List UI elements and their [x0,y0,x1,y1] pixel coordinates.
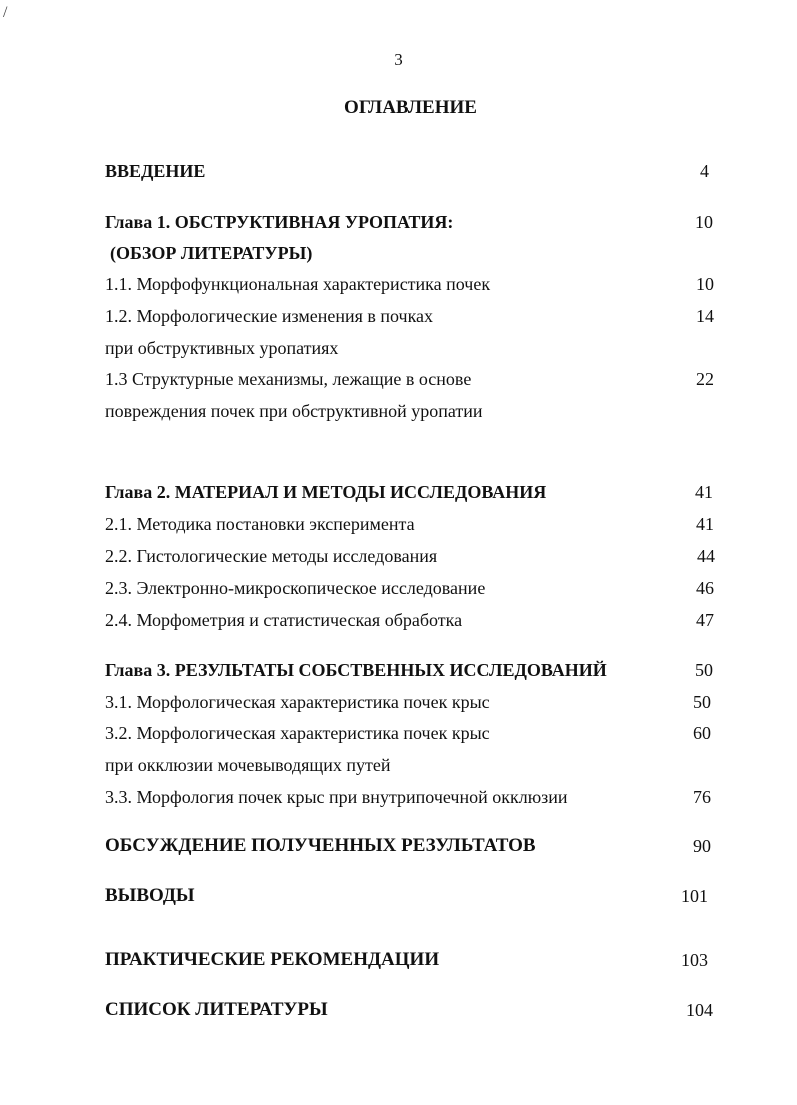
toc-ch3-s3-label: 3.3. Морфология почек крыс при внутрипочечной окклюзии [105,787,568,807]
toc-ch3-s3-page: 76 [693,787,711,807]
toc-discussion-page: 90 [693,836,711,856]
toc-recommendations-label: ПРАКТИЧЕСКИЕ РЕКОМЕНДАЦИИ [105,949,440,970]
toc-conclusions-label: ВЫВОДЫ [105,885,195,906]
page-number: 3 [394,50,403,69]
toc-ch1-s3-label: 1.3 Структурные механизмы, лежащие в основе [105,369,472,389]
toc-ch2-s4-label: 2.4. Морфометрия и статистическая обработка [105,610,463,630]
toc-intro-page: 4 [700,161,709,181]
toc-ch1-s2-label: 1.2. Морфологические изменения в почках [105,306,434,326]
toc-ch3-s2-page: 60 [693,723,711,743]
toc-references-page: 104 [686,1000,713,1020]
toc-ch2-page: 41 [695,482,713,502]
toc-ch1-s2-label-cont: при обструктивных уропатиях [105,338,339,358]
toc-ch2-s2-label: 2.2. Гистологические методы исследования [105,546,438,566]
toc-ch2-s4-page: 47 [696,610,714,630]
toc-references-label: СПИСОК ЛИТЕРАТУРЫ [105,999,328,1020]
toc-ch1-title: Глава 1. ОБСТРУКТИВНАЯ УРОПАТИЯ: [105,212,454,232]
toc-ch3-s2-label: 3.2. Морфологическая характеристика почек крыс [105,723,490,743]
toc-ch1-page: 10 [695,212,713,232]
toc-ch3-s2-label-cont: при окклюзии мочевыводящих путей [105,755,391,775]
toc-ch2-s3-label: 2.3. Электронно-микроскопическое исследование [105,578,486,598]
toc-ch2-s1-label: 2.1. Методика постановки эксперимента [105,514,415,534]
toc-recommendations-page: 103 [681,950,708,970]
toc-discussion-label: ОБСУЖДЕНИЕ ПОЛУЧЕННЫХ РЕЗУЛЬТАТОВ [105,835,536,856]
toc-ch1-subtitle: (ОБЗОР ЛИТЕРАТУРЫ) [110,243,313,263]
toc-title: ОГЛАВЛЕНИЕ [344,97,477,118]
toc-ch1-s3-page: 22 [696,369,714,389]
toc-ch3-s1-label: 3.1. Морфологическая характеристика почек крыс [105,692,490,712]
corner-mark: / [3,4,8,21]
toc-ch2-title: Глава 2. МАТЕРИАЛ И МЕТОДЫ ИССЛЕДОВАНИЯ [105,482,547,502]
toc-ch2-s3-page: 46 [696,578,714,598]
toc-ch2-s1-page: 41 [696,514,714,534]
toc-ch3-title: Глава 3. РЕЗУЛЬТАТЫ СОБСТВЕННЫХ ИССЛЕДОВАНИЙ [105,660,607,680]
toc-ch1-s1-label: 1.1. Морфофункциональная характеристика почек [105,274,491,294]
toc-ch1-s3-label-cont: повреждения почек при обструктивной уропатии [105,401,483,421]
toc-ch2-s2-page: 44 [697,546,715,566]
toc-ch3-s1-page: 50 [693,692,711,712]
toc-intro-label: ВВЕДЕНИЕ [105,161,206,181]
toc-ch3-page: 50 [695,660,713,680]
toc-ch1-s2-page: 14 [696,306,714,326]
toc-conclusions-page: 101 [681,886,708,906]
toc-ch1-s1-page: 10 [696,274,714,294]
